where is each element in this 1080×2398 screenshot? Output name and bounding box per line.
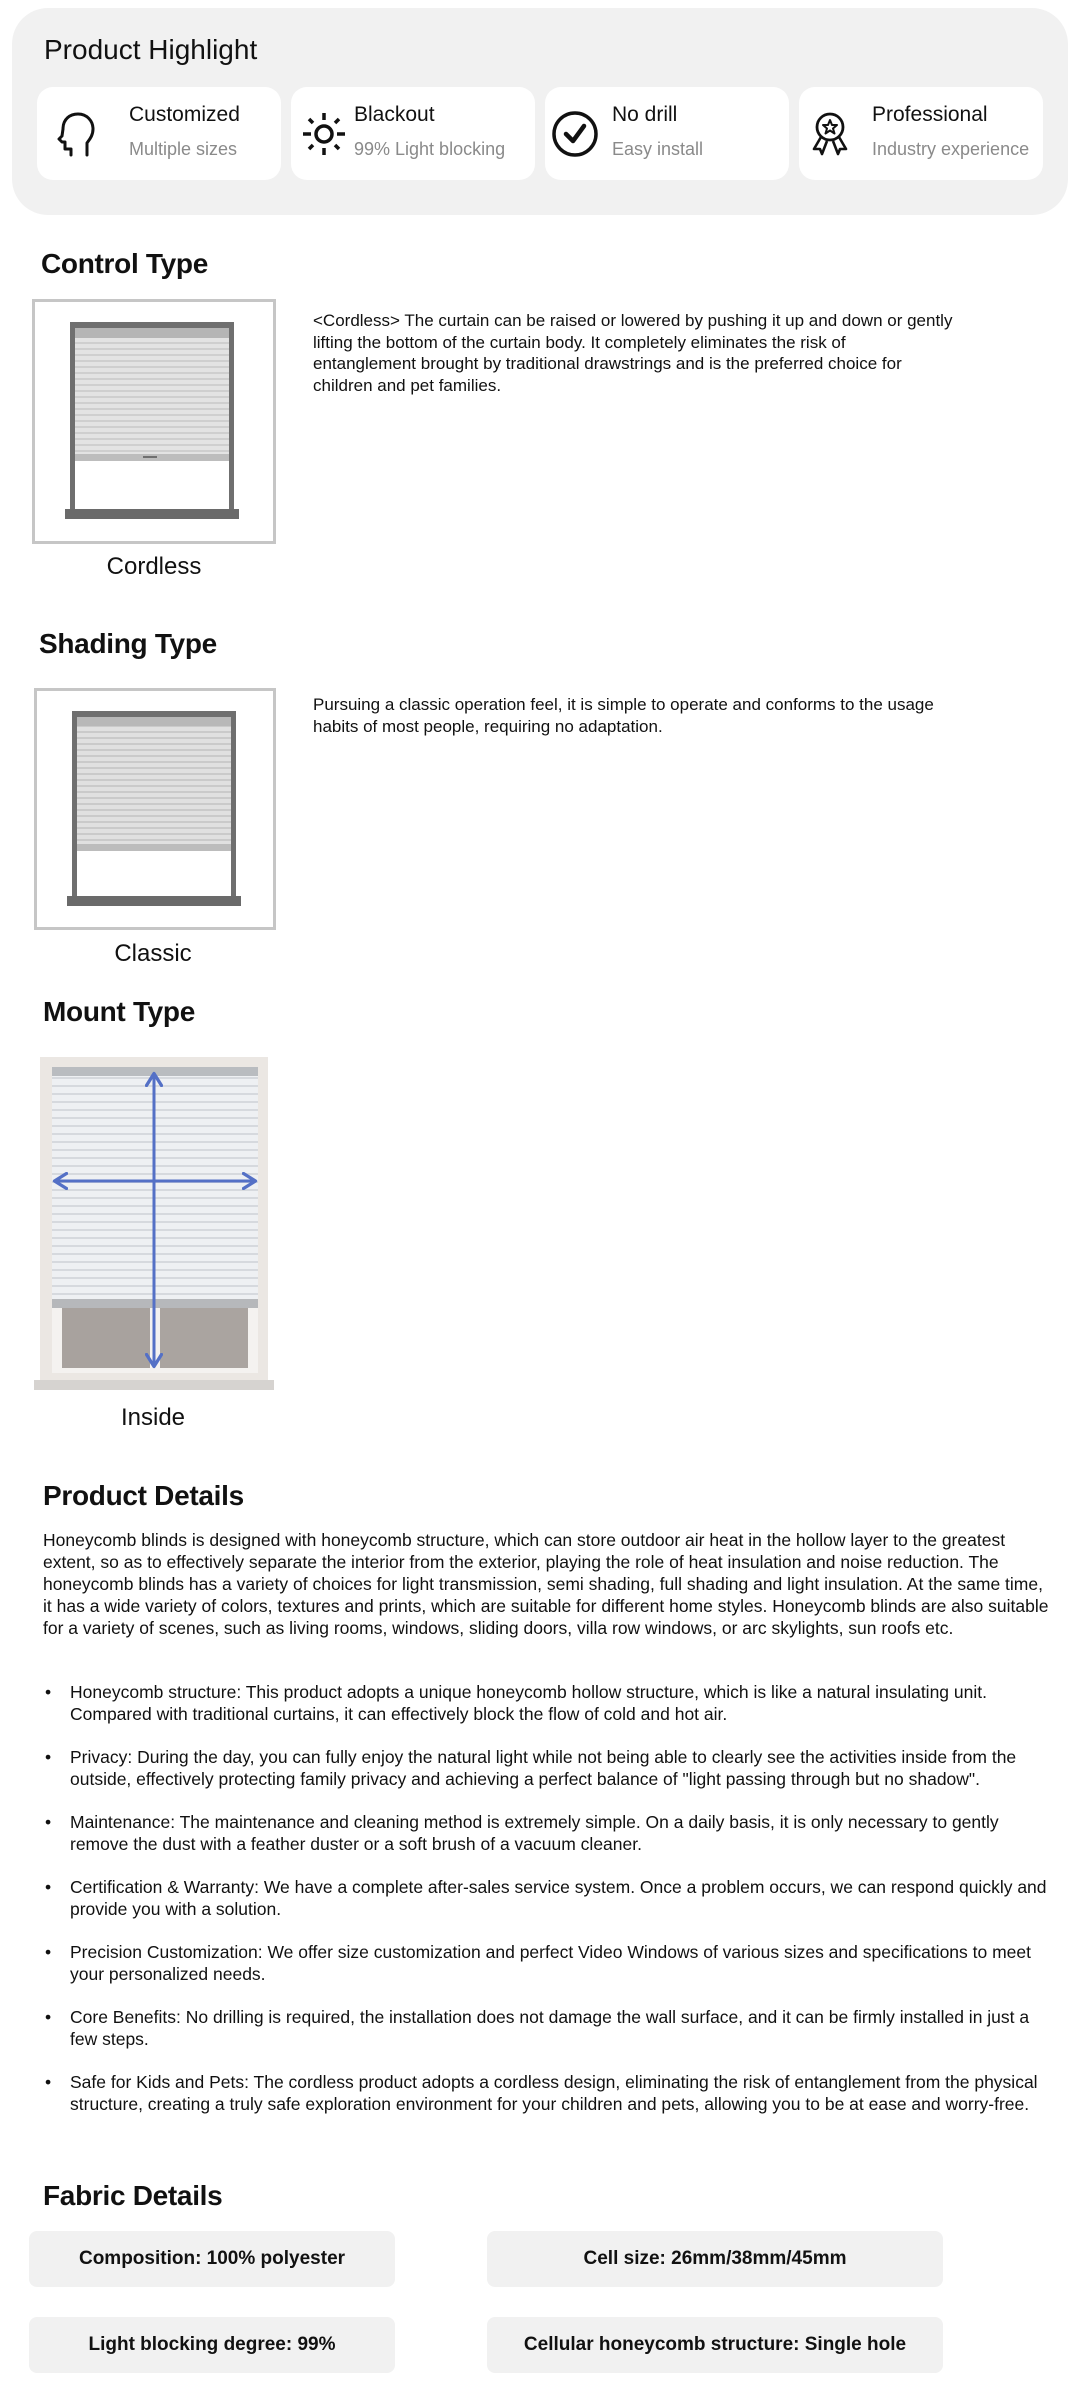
sun-icon	[299, 109, 349, 159]
head-profile-icon	[51, 109, 101, 159]
detail-bullet-text: Privacy: During the day, you can fully enjoy the natural light while not being able to clearly see the activities inside from the outside, effectively protecting family privacy and achieving a perfect balance of "light passing through but no shadow".	[70, 1747, 1017, 1789]
detail-bullet	[43, 1681, 1051, 1725]
mount-option-label: Inside	[120, 1404, 186, 1431]
detail-bullet-text: Precision Customization: We offer size customization and perfect Video Windows of various sizes and specifications to meet your personalized needs.	[70, 1942, 1032, 1984]
detail-bullet	[43, 1746, 1051, 1790]
fabric-spec-cell-size: Cell size: 26mm/38mm/45mm	[487, 2231, 943, 2287]
detail-bullet	[43, 2071, 1051, 2115]
bullet-icon: •	[45, 1747, 52, 1767]
highlight-tile-blackout	[291, 87, 535, 180]
detail-bullet-text: Honeycomb structure: This product adopts a unique honeycomb hollow structure, which is like a natural insulating unit. Compared with traditional curtains, it can effectively block the flow of cold and hot air.	[70, 1682, 987, 1724]
highlight-title-text: Professional	[872, 103, 988, 126]
detail-bullet-text: Certification & Warranty: We have a complete after-sales service system. Once a problem occurs, we can respond quickly and provide you with a solution.	[70, 1877, 1047, 1919]
bullet-icon: •	[45, 1877, 52, 1897]
fabric-details-title: Fabric Details	[43, 2180, 223, 2211]
shading-option-classic[interactable]	[34, 688, 276, 930]
classic-blind-image	[37, 691, 273, 927]
bullet-icon: •	[45, 1682, 52, 1702]
mount-type-title: Mount Type	[43, 996, 196, 1027]
check-circle-icon	[550, 109, 600, 159]
bullet-icon: •	[45, 1812, 52, 1832]
highlight-tile-professional	[799, 87, 1043, 180]
shading-type-description: Pursuing a classic operation feel, it is simple to operate and conforms to the usage habits of most people, requiring no adaptation.	[313, 695, 934, 736]
detail-bullet	[43, 1941, 1051, 1985]
highlight-subtitle-text: Multiple sizes	[129, 139, 238, 159]
detail-bullet	[43, 2006, 1051, 2050]
fabric-spec-structure: Cellular honeycomb structure: Single hole	[487, 2317, 943, 2373]
bullet-icon: •	[45, 2007, 52, 2027]
product-details-list	[43, 1681, 1051, 2136]
detail-bullet-text: Core Benefits: No drilling is required, the installation does not damage the wall surface, and it can be firmly installed in just a few steps.	[70, 2007, 1030, 2049]
detail-bullet	[43, 1811, 1051, 1855]
control-option-label: Cordless	[106, 553, 202, 580]
bullet-icon: •	[45, 1942, 52, 1962]
control-type-title: Control Type	[41, 248, 208, 279]
award-ribbon-icon	[805, 109, 855, 159]
shading-option-label: Classic	[114, 940, 192, 967]
highlight-tile-customized	[37, 87, 281, 180]
shading-type-title: Shading Type	[39, 628, 217, 659]
highlight-tile-no-drill	[545, 87, 789, 180]
mount-option-inside[interactable]	[34, 1055, 274, 1395]
highlight-title-text: Blackout	[354, 103, 435, 126]
detail-bullet-text: Maintenance: The maintenance and cleaning method is extremely simple. On a daily basis, it is only necessary to gently remove the dust with a feather duster or a soft brush of a vacuum cleaner.	[70, 1812, 999, 1854]
highlight-title-text: No drill	[612, 103, 678, 126]
control-type-description: <Cordless> The curtain can be raised or lowered by pushing it up and down or gently lifting the bottom of the curtain body. It completely eliminates the risk of entanglement brought by traditional drawstrings and is the preferred choice for children and pet families.	[313, 311, 953, 395]
product-highlight-card	[12, 8, 1068, 215]
detail-bullet-text: Safe for Kids and Pets: The cordless product adopts a cordless design, eliminating the risk of entanglement from the physical structure, creating a truly safe exploration environment for your children and pets, allowing you to be at ease and worry-free.	[70, 2072, 1038, 2114]
detail-bullet	[43, 1876, 1051, 1920]
fabric-spec-light-blocking: Light blocking degree: 99%	[29, 2317, 395, 2373]
product-details-intro: Honeycomb blinds is designed with honeycomb structure, which can store outdoor air heat in the hollow layer to the greatest extent, so as to effectively separate the interior from the exterior, playing the role of heat insulation and noise reduction. The honeycomb blinds has a variety of choices for light transmission, semi shading, full shading and light insulation. At the same time, it has a wide variety of colors, textures and prints, which are suitable for different home styles. Honeycomb blinds are also suitable for a variety of scenes, such as living rooms, windows, sliding doors, villa row windows, or arc skylights, sun roofs etc.	[43, 1530, 1049, 1638]
product-highlight-title: Product Highlight	[44, 34, 258, 65]
highlight-subtitle-text: Industry experience	[872, 139, 1030, 159]
cordless-blind-image	[35, 302, 273, 541]
highlight-subtitle-text: Easy install	[612, 139, 704, 159]
control-option-cordless[interactable]	[32, 299, 276, 544]
bullet-icon: •	[45, 2072, 52, 2092]
product-details-title: Product Details	[43, 1480, 244, 1511]
fabric-spec-composition: Composition: 100% polyester	[29, 2231, 395, 2287]
inside-mount-image	[34, 1055, 274, 1395]
highlight-title-text: Customized	[129, 103, 240, 126]
highlight-subtitle-text: 99% Light blocking	[354, 139, 506, 159]
